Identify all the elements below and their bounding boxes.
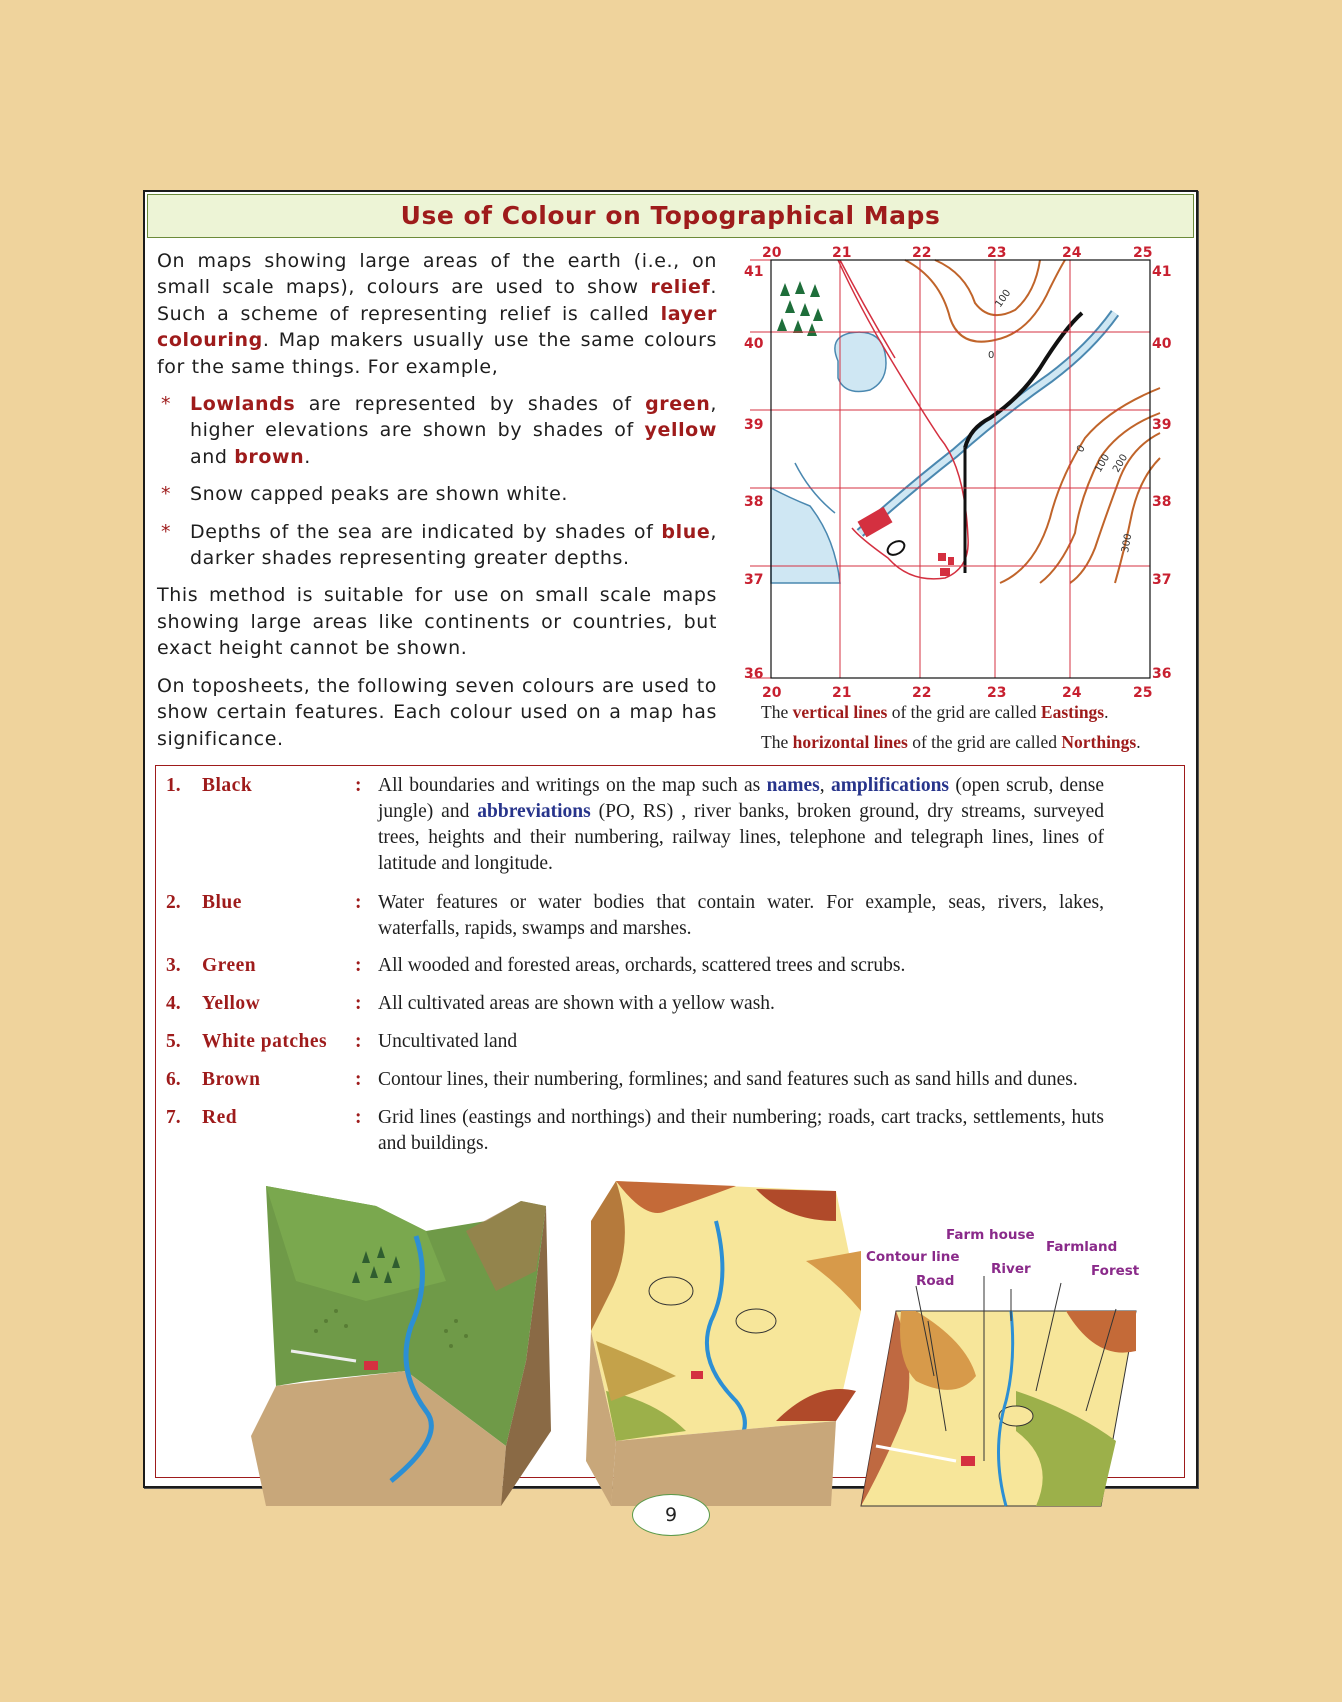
- colon: :: [355, 775, 362, 796]
- colour-name: Red: [202, 1107, 238, 1128]
- northing-label: 38: [1152, 494, 1172, 510]
- contour-label: 200: [1111, 452, 1131, 475]
- text: and: [190, 445, 235, 468]
- colour-name: White patches: [202, 1031, 328, 1052]
- terrain-block-layered: [586, 1181, 861, 1506]
- text: of the grid are called: [907, 732, 1062, 752]
- relief-illustrations: [216, 1126, 1166, 1541]
- row-number: 7.: [166, 1107, 181, 1128]
- terrain-block-realistic: [251, 1186, 551, 1506]
- colour-name: Yellow: [202, 993, 261, 1014]
- keyword-abbreviations: abbreviations: [477, 801, 591, 822]
- text: The: [761, 732, 793, 752]
- northing-label: 40: [1152, 336, 1172, 352]
- caption-northings: [761, 732, 1191, 753]
- northing-label: 41: [1152, 264, 1172, 280]
- easting-label: 24: [1062, 245, 1082, 261]
- text: , darker shades representing greater depths.: [190, 520, 717, 570]
- northing-label: 39: [1152, 417, 1172, 433]
- keyword-blue: blue: [661, 520, 711, 543]
- colour-description: Grid lines (eastings and northings) and their numbering; roads, cart tracks, settlements, huts and buildings.: [378, 1107, 1104, 1154]
- text: are represented by shades of: [295, 393, 646, 416]
- colour-name: Blue: [202, 892, 242, 913]
- row-number: 4.: [166, 993, 181, 1014]
- bullet-lowlands: [157, 391, 717, 470]
- map-bottom-axis: [730, 666, 1172, 702]
- contour-label: 0: [1075, 443, 1088, 455]
- contour-label: 300: [1120, 532, 1135, 554]
- text: .: [1104, 702, 1109, 722]
- row-number: 3.: [166, 955, 181, 976]
- colour-name: Black: [202, 775, 253, 796]
- northing-label: 41: [744, 264, 764, 280]
- colour-description: Contour lines, their numbering, formlines; and sand features such as sand hills and dunes.: [378, 1069, 1078, 1090]
- keyword-northings: Northings: [1061, 732, 1137, 752]
- text: of the grid are called: [887, 702, 1041, 722]
- keyword-relief: relief: [650, 276, 711, 299]
- row-number: 6.: [166, 1069, 181, 1090]
- easting-label: 23: [987, 685, 1007, 701]
- row-number: 2.: [166, 892, 181, 913]
- keyword-eastings: Eastings: [1040, 702, 1105, 722]
- caption-eastings: [761, 702, 1191, 723]
- northing-label: 40: [744, 336, 764, 352]
- easting-label: 24: [1062, 685, 1082, 701]
- label-road: Road: [916, 1273, 955, 1289]
- bullet-sea: [157, 519, 717, 572]
- label-farm-house: Farm house: [946, 1227, 1035, 1243]
- keyword-names: names: [766, 775, 820, 796]
- text: The: [761, 702, 793, 722]
- keyword-lowlands: Lowlands: [190, 393, 296, 416]
- text: . Such a scheme of representing relief is called: [157, 276, 717, 325]
- easting-label: 23: [987, 245, 1007, 261]
- terrain-block-map: [861, 1227, 1140, 1506]
- row-number: 1.: [166, 775, 181, 796]
- easting-label: 21: [832, 685, 852, 701]
- bullet-star: *: [161, 483, 172, 506]
- contour-label: 100: [1093, 452, 1113, 475]
- northing-label: 37: [744, 572, 764, 588]
- colour-name: Green: [202, 955, 257, 976]
- contour-label: 100: [993, 287, 1014, 310]
- colour-name: Brown: [202, 1069, 261, 1090]
- label-river: River: [991, 1261, 1031, 1277]
- colour-description: All wooded and forested areas, orchards, scattered trees and scrubs.: [378, 955, 906, 976]
- easting-label: 22: [912, 245, 932, 261]
- bullet-star: *: [161, 393, 172, 416]
- topo-grid-map: [730, 245, 1172, 688]
- contour-label: 0: [988, 350, 995, 361]
- northing-label: 36: [744, 666, 764, 682]
- keyword-yellow: yellow: [644, 419, 717, 442]
- easting-label: 20: [762, 245, 782, 261]
- text: Depths of the sea are indicated by shades of: [190, 520, 662, 543]
- colour-description: Water features or water bodies that contain water. For example, seas, rivers, lakes, waterfalls, rapids, swamps and marshes.: [378, 892, 1104, 939]
- text: All boundaries and writings on the map such as: [378, 775, 767, 796]
- easting-label: 22: [912, 685, 932, 701]
- text: . Map makers usually use the same colours for the same things. For example,: [157, 329, 717, 378]
- northing-label: 39: [744, 417, 764, 433]
- colour-description: Uncultivated land: [378, 1031, 518, 1052]
- colour-description: All cultivated areas are shown with a yellow wash.: [378, 993, 775, 1014]
- text: .: [1136, 732, 1141, 752]
- colour-description: [378, 773, 1104, 877]
- text: (PO, RS) , river banks, broken ground, dry streams, surveyed trees, heights and their numbering, railway lines, telephone and telegraph lines, lines of latitude and longitude.: [378, 801, 1105, 874]
- keyword-horizontal-lines: horizontal lines: [792, 732, 908, 752]
- colon: :: [355, 1107, 362, 1128]
- bullet-snow: [157, 481, 717, 507]
- intro-paragraph-2: This method is suitable for use on small scale maps showing large areas like continents or countries, but exact height cannot be shown.: [157, 584, 717, 660]
- northing-label: 38: [744, 494, 764, 510]
- keyword-green: green: [645, 393, 711, 416]
- colon: :: [355, 1069, 362, 1090]
- label-farmland: Farmland: [1046, 1239, 1118, 1255]
- northing-label: 36: [1152, 666, 1172, 682]
- northing-label: 37: [1152, 572, 1172, 588]
- easting-label: 25: [1133, 245, 1153, 261]
- intro-text: [157, 248, 717, 763]
- text: On maps showing large areas of the earth (i.e., on small scale maps), colours are used to show: [157, 250, 717, 299]
- easting-label: 25: [1133, 685, 1153, 701]
- intro-paragraph-1: [157, 248, 717, 380]
- colon: :: [355, 1031, 362, 1052]
- colour-list-box: [155, 765, 1185, 1478]
- keyword-layer-colouring: layer colouring: [157, 302, 717, 352]
- row-number: 5.: [166, 1031, 181, 1052]
- colon: :: [355, 892, 362, 913]
- text: .: [304, 445, 311, 468]
- label-forest: Forest: [1091, 1263, 1140, 1279]
- colon: :: [355, 993, 362, 1014]
- text: Snow capped peaks are shown white.: [190, 483, 569, 506]
- colon: :: [355, 955, 362, 976]
- label-contour-line: Contour line: [866, 1249, 960, 1265]
- page-frame: [143, 190, 1198, 1488]
- intro-paragraph-3: On toposheets, the following seven colours are used to show certain features. Each colour used on a map has significance.: [157, 674, 717, 750]
- text: (open scrub, dense jungle) and: [378, 775, 1104, 822]
- easting-label: 20: [762, 685, 782, 701]
- text: , higher elevations are shown by shades of: [190, 393, 717, 442]
- bullet-star: *: [161, 520, 172, 543]
- page-title: Use of Colour on Topographical Maps: [147, 194, 1194, 238]
- page-number: 9: [632, 1494, 710, 1536]
- text: ,: [819, 775, 831, 796]
- keyword-amplifications: amplifications: [830, 775, 950, 796]
- easting-label: 21: [832, 245, 852, 261]
- keyword-vertical-lines: vertical lines: [792, 702, 888, 722]
- keyword-brown: brown: [234, 445, 305, 468]
